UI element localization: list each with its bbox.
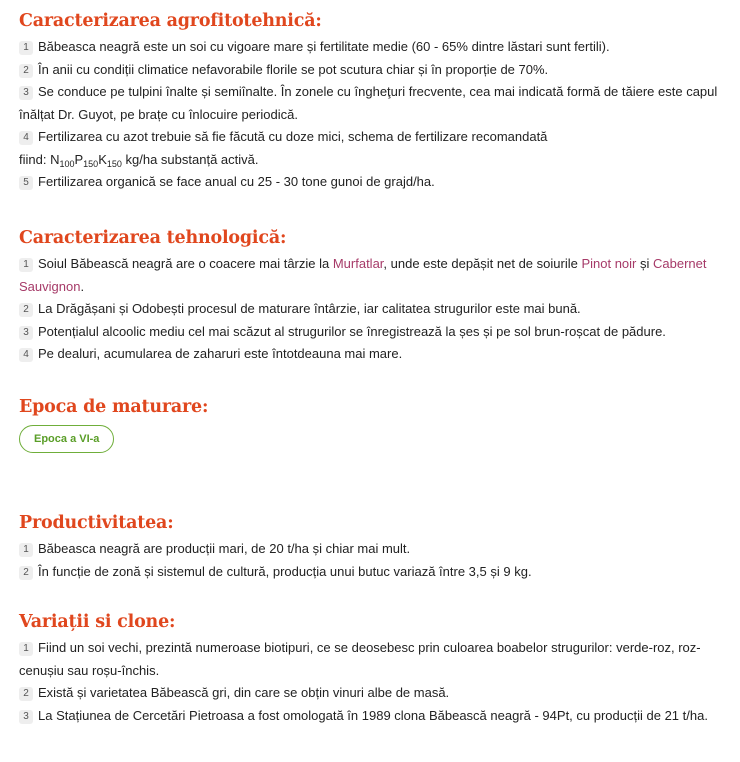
list-item [19, 561, 722, 584]
item-text: Pe dealuri, acumularea de zaharuri este întotdeauna mai mare. [38, 346, 403, 361]
link-murfatlar[interactable]: Murfatlar [332, 256, 384, 271]
formula-k: K [98, 151, 107, 167]
list-item [19, 253, 722, 298]
section-epoca-maturare [19, 395, 722, 453]
item-text: Băbeasca neagră este un soi cu vigoare mare și fertilitate medie (60 - 65% dintre lăstari sunt fertili). [38, 39, 610, 54]
item-number: 2 [19, 64, 33, 78]
item-text: În anii cu condiții climatice nefavorabile florile se pot scutura chiar și în proporție de 70%. [38, 61, 549, 77]
list-item [19, 682, 722, 705]
section-title: Productivitatea: [19, 513, 174, 533]
tehno-list [19, 253, 722, 366]
list-item [19, 343, 722, 366]
list-item [19, 36, 722, 59]
item-text: La Stațiunea de Cercetări Pietroasa a fost omologată în 1989 clona Băbească neagră - 94Pt, cu producții de 21 t/ha. [38, 707, 708, 723]
item-text: Se conduce pe tulpini înalte și semiînalte. În zonele cu îngheţuri frecvente, cea mai indicată formă de tăiere este capul înălțat Dr. Guyot, pe brațe cu înlocuire periodică. [19, 84, 718, 122]
item-text-before: Soiul Băbească neagră are o coacere mai târzie la [38, 256, 333, 271]
list-item [19, 126, 722, 171]
item-number: 2 [19, 687, 33, 701]
fertilization-formula [19, 152, 259, 167]
item-text: Fertilizarea organică se face anual cu 25 - 30 tone gunoi de grajd/ha. [38, 174, 435, 189]
n-subscript: 100 [59, 158, 75, 169]
list-item [19, 321, 722, 344]
k-subscript: 150 [106, 158, 122, 169]
link-cabernet-sauvignon[interactable]: Cabernet Sauvignon [19, 256, 707, 294]
list-item [19, 298, 722, 321]
formula-suffix: kg/ha substanță activă. [121, 151, 259, 167]
section-title: Caracterizarea tehnologică: [19, 228, 287, 248]
item-number: 2 [19, 566, 33, 580]
formula-prefix: fiind: N [19, 151, 60, 167]
item-text-after: și [636, 256, 653, 271]
section-productivitatea [19, 511, 722, 583]
item-text-end: . [80, 278, 85, 294]
variatii-list [19, 637, 722, 727]
list-item [19, 637, 722, 682]
item-number: 3 [19, 86, 33, 100]
item-number: 3 [19, 326, 33, 340]
list-item [19, 81, 722, 126]
section-tehnologica [19, 226, 722, 366]
formula-p: P [74, 151, 84, 167]
section-title: Caracterizarea agrofitotehnică: [19, 11, 322, 31]
item-text: Băbeasca neagră are producții mari, de 20 t/ha și chiar mai mult. [38, 541, 411, 556]
item-number: 1 [19, 258, 33, 272]
item-text: Există și varietatea Băbească gri, din care se obțin vinuri albe de masă. [38, 685, 450, 700]
p-subscript: 150 [83, 158, 99, 169]
item-text-middle: , unde este depășit net de soiurile [383, 256, 582, 271]
item-number: 4 [19, 348, 33, 362]
badge-wrap [19, 425, 722, 453]
list-item [19, 171, 722, 194]
link-pinot-noir[interactable]: Pinot noir [581, 256, 637, 271]
list-item [19, 705, 722, 728]
item-text: Fertilizarea cu azot trebuie să fie făcută cu doze mici, schema de fertilizare recomandată [38, 129, 548, 144]
maturation-epoch-badge[interactable]: Epoca a VI-a [19, 425, 114, 453]
section-title: Epoca de maturare: [19, 397, 209, 417]
section-variatii-clone [19, 610, 722, 727]
item-number: 5 [19, 176, 33, 190]
section-title: Variații si clone: [19, 612, 176, 632]
section-agrofitotehnica [19, 9, 722, 194]
list-item [19, 59, 722, 82]
item-text: Potențialul alcoolic mediu cel mai scăzut al strugurilor se înregistrează la șes și pe sol brun-roșcat de pădure. [38, 323, 666, 339]
item-number: 1 [19, 41, 33, 55]
item-number: 4 [19, 131, 33, 145]
prod-list [19, 538, 722, 583]
item-text: În funcție de zonă și sistemul de cultură, producția unui butuc variază între 3,5 și 9 kg. [38, 563, 532, 579]
item-number: 1 [19, 642, 33, 656]
item-text: Fiind un soi vechi, prezintă numeroase biotipuri, ce se deosebesc prin culoarea boabelor strugurilor: verde-roz, roz-cenușiu sau roșu-închis. [19, 640, 701, 678]
item-number: 1 [19, 543, 33, 557]
list-item [19, 538, 722, 561]
agrofito-list [19, 36, 722, 194]
item-text: La Drăgășani și Odobești procesul de maturare întârzie, iar calitatea strugurilor este mai bună. [38, 301, 581, 316]
item-number: 2 [19, 303, 33, 317]
item-number: 3 [19, 710, 33, 724]
